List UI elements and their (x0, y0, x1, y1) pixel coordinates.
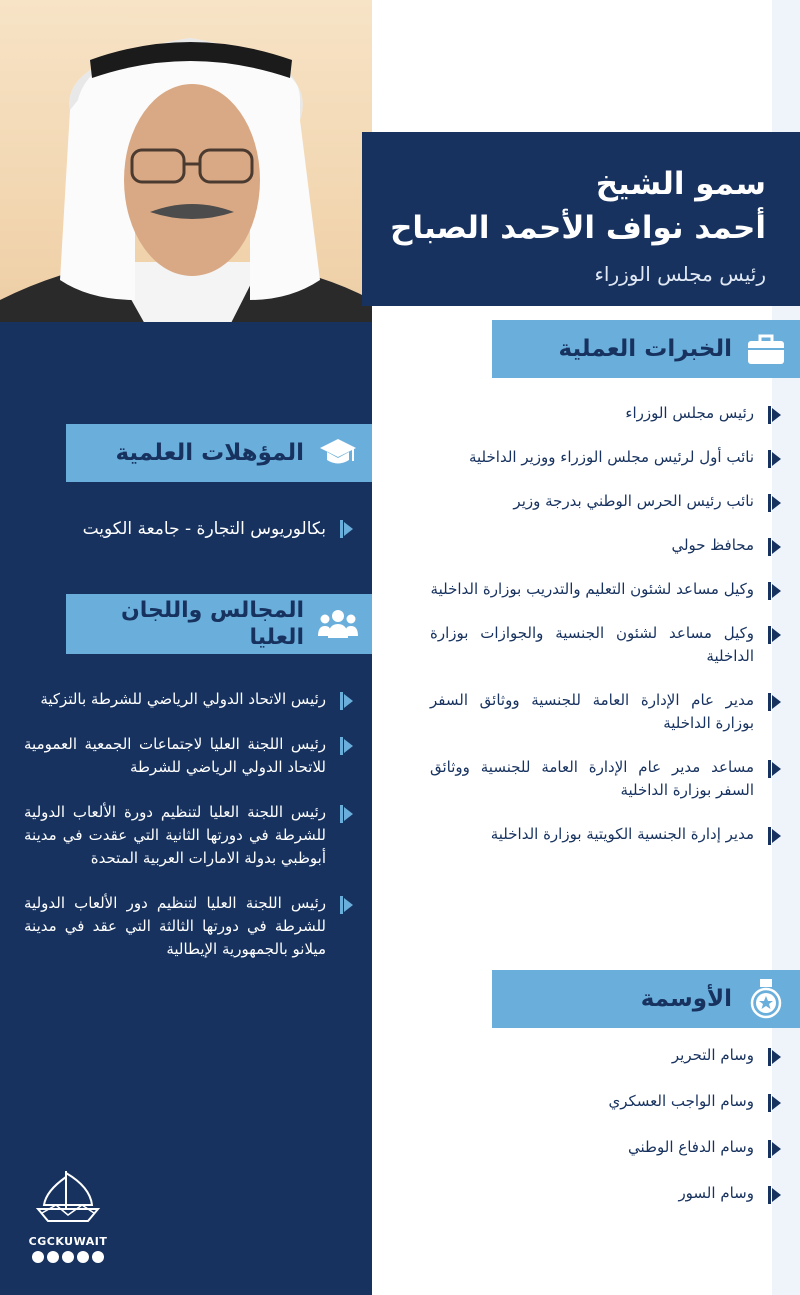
list-item: وسام السور (430, 1182, 782, 1205)
graduation-cap-icon (318, 433, 358, 473)
councils-header (66, 594, 372, 654)
list-item: مدير عام الإدارة العامة للجنسية ووثائق السفر بوزارة الداخلية (430, 689, 782, 735)
list-item: وكيل مساعد لشئون التعليم والتدريب بوزارة الداخلية (430, 578, 782, 601)
briefcase-icon (746, 329, 786, 369)
list-item: رئيس اللجنة العليا لتنظيم دور الألعاب الدولية للشرطة في دورتها الثالثة التي عقد في مدينة ميلانو بالجمهورية الإيطالية (24, 892, 354, 961)
triangle-bullet-icon (768, 582, 782, 600)
page-title-line1: سمو الشيخ (595, 166, 766, 202)
experience-title: الخبرات العملية (558, 336, 732, 362)
portrait-band (0, 322, 372, 404)
list-item: مدير إدارة الجنسية الكويتية بوزارة الداخلية (430, 823, 782, 846)
social-icons (18, 1251, 118, 1263)
list-item: مساعد مدير عام الإدارة العامة للجنسية ووثائق السفر بوزارة الداخلية (430, 756, 782, 802)
triangle-bullet-icon (340, 692, 354, 710)
medals-title: الأوسمة (640, 986, 732, 1012)
triangle-bullet-icon (340, 805, 354, 823)
list-item: وسام التحرير (430, 1044, 782, 1067)
portrait-photo (0, 0, 372, 404)
list-item: نائب رئيس الحرس الوطني بدرجة وزير (430, 490, 782, 513)
triangle-bullet-icon (768, 450, 782, 468)
triangle-bullet-icon (768, 1048, 782, 1066)
triangle-bullet-icon (768, 693, 782, 711)
dhow-logo-icon (28, 1165, 108, 1229)
list-item: رئيس الاتحاد الدولي الرياضي للشرطة بالتزكية (24, 688, 354, 711)
triangle-bullet-icon (768, 1094, 782, 1112)
page-title-line2: أحمد نواف الأحمد الصباح (390, 210, 766, 246)
medal-icon (746, 979, 786, 1019)
logo-name: CGCKUWAIT (28, 1235, 108, 1248)
triangle-bullet-icon (768, 760, 782, 778)
qualifications-header (66, 424, 372, 482)
triangle-bullet-icon (768, 494, 782, 512)
twitter-icon[interactable] (62, 1251, 74, 1263)
triangle-bullet-icon (340, 520, 354, 538)
list-item: بكالوريوس التجارة - جامعة الكويت (24, 516, 354, 542)
triangle-bullet-icon (768, 827, 782, 845)
triangle-bullet-icon (768, 406, 782, 424)
experience-list (430, 402, 782, 867)
list-item: رئيس اللجنة العليا لاجتماعات الجمعية العمومية للاتحاد الدولي الرياضي للشرطة (24, 733, 354, 779)
list-item: وسام الدفاع الوطني (430, 1136, 782, 1159)
list-item: رئيس مجلس الوزراء (430, 402, 782, 425)
councils-title-line1: المجالس واللجان (120, 598, 304, 623)
triangle-bullet-icon (768, 626, 782, 644)
facebook-icon[interactable] (92, 1251, 104, 1263)
experience-header (492, 320, 800, 378)
snapchat-icon[interactable] (32, 1251, 44, 1263)
medals-list (430, 1044, 782, 1226)
councils-title-line2: العليا (249, 625, 304, 650)
page-subtitle: رئيس مجلس الوزراء (594, 262, 766, 286)
triangle-bullet-icon (340, 896, 354, 914)
list-item: محافظ حولي (430, 534, 782, 557)
group-icon (318, 604, 358, 644)
title-box (362, 132, 800, 306)
list-item: وكيل مساعد لشئون الجنسية والجوازات بوزارة الداخلية (430, 622, 782, 668)
instagram-icon[interactable] (47, 1251, 59, 1263)
list-item: رئيس اللجنة العليا لتنظيم دورة الألعاب الدولية للشرطة في دورتها الثانية التي عقدت في مدينة أبوظبي بدولة الامارات العربية المتحدة (24, 801, 354, 870)
cgc-logo (18, 1165, 118, 1283)
medals-header (492, 970, 800, 1028)
triangle-bullet-icon (768, 1140, 782, 1158)
qualifications-list (24, 516, 354, 542)
triangle-bullet-icon (768, 538, 782, 556)
list-item: وسام الواجب العسكري (430, 1090, 782, 1113)
list-item: نائب أول لرئيس مجلس الوزراء ووزير الداخلية (430, 446, 782, 469)
youtube-icon[interactable] (77, 1251, 89, 1263)
triangle-bullet-icon (340, 737, 354, 755)
left-column (0, 0, 372, 1295)
triangle-bullet-icon (768, 1186, 782, 1204)
qualifications-title: المؤهلات العلمية (115, 440, 304, 466)
councils-list (24, 688, 354, 961)
